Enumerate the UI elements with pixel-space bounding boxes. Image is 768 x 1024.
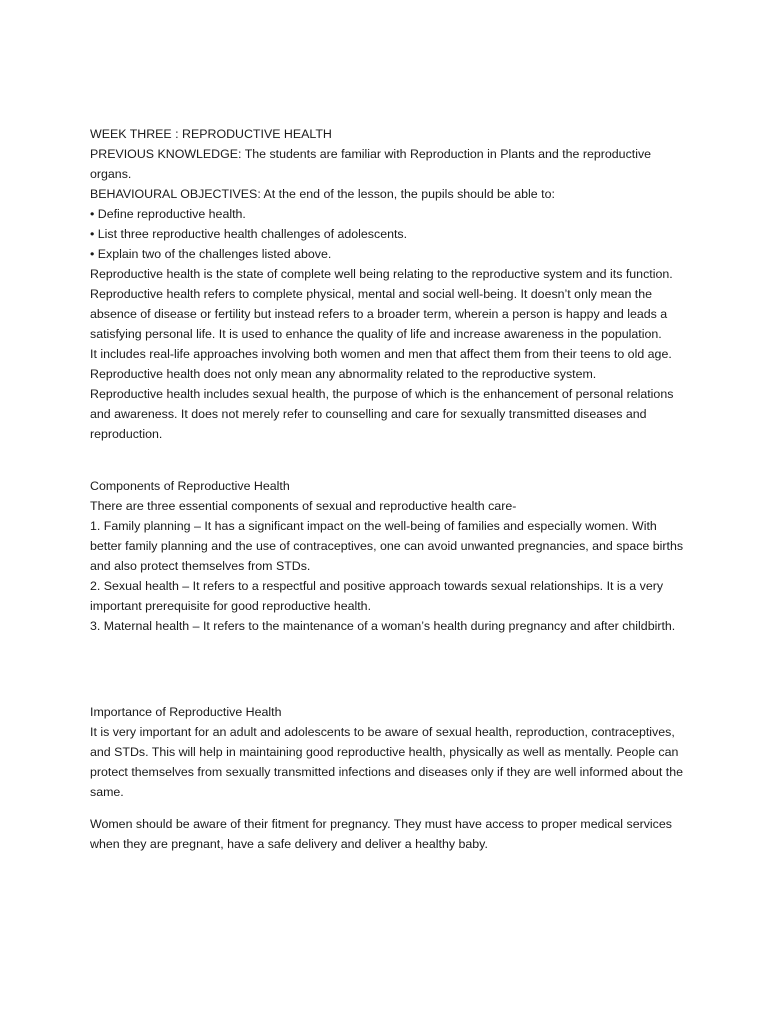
lesson-title: WEEK THREE : REPRODUCTIVE HEALTH: [90, 127, 332, 141]
document-body: [90, 124, 690, 854]
spacer: [90, 802, 690, 814]
intro-paragraph: Reproductive health is the state of complete well being relating to the reproductive system and its function. Reproductive health refers to complete physical, mental and social well-being. It doesn’t only mean the absence of disease or fertility but instead refers to a broader term, wherein a person is happy and leads a satisfying personal life. It is used to enhance the quality of life and increase awareness in the population.: [90, 267, 673, 341]
spacer: [90, 636, 690, 702]
importance-paragraph: Women should be aware of their fitment for pregnancy. They must have access to proper medical services when they are pregnant, have a safe delivery and deliver a healthy baby.: [90, 817, 672, 851]
intro-paragraph: Reproductive health does not only mean any abnormality related to the reproductive system.: [90, 367, 597, 381]
objective-item: • Define reproductive health.: [90, 207, 246, 221]
objective-item: • List three reproductive health challenges of adolescents.: [90, 227, 408, 241]
components-heading: Components of Reproductive Health: [90, 479, 290, 493]
component-item: 2. Sexual health – It refers to a respectful and positive approach towards sexual relationships. It is a very important prerequisite for good reproductive health.: [90, 579, 664, 613]
objective-item: • Explain two of the challenges listed above.: [90, 247, 332, 261]
spacer: [90, 444, 690, 476]
intro-paragraph: Reproductive health includes sexual health, the purpose of which is the enhancement of personal relations and awareness. It does not merely refer to counselling and care for sexually transmitted diseases and reproduction.: [90, 387, 674, 441]
intro-paragraph: It includes real-life approaches involving both women and men that affect them from their teens to old age.: [90, 347, 672, 361]
importance-paragraph: It is very important for an adult and adolescents to be aware of sexual health, reproduction, contraceptives, and STDs. This will help in maintaining good reproductive health, physically as well as mentally. People can protect themselves from sexually transmitted infections and diseases only if they are well informed about the same.: [90, 725, 683, 799]
component-item: 3. Maternal health – It refers to the maintenance of a woman’s health during pregnancy and after childbirth.: [90, 619, 676, 633]
objectives-heading: BEHAVIOURAL OBJECTIVES: At the end of the lesson, the pupils should be able to:: [90, 187, 555, 201]
component-item: 1. Family planning – It has a significant impact on the well-being of families and especially women. With better family planning and the use of contraceptives, one can avoid unwanted pregnancies, and space births and also protect themselves from STDs.: [90, 519, 684, 573]
previous-knowledge: PREVIOUS KNOWLEDGE: The students are familiar with Reproduction in Plants and the reproductive organs.: [90, 147, 652, 181]
importance-heading: Importance of Reproductive Health: [90, 705, 282, 719]
components-intro: There are three essential components of sexual and reproductive health care-: [90, 499, 517, 513]
